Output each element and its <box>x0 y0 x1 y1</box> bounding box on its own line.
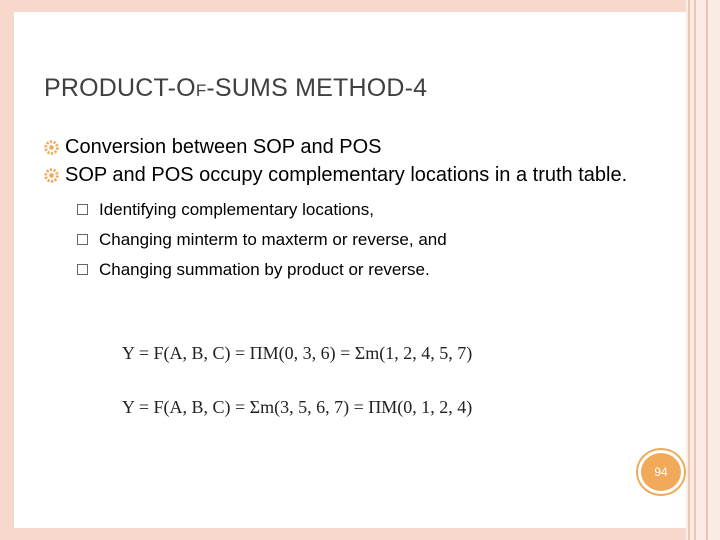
sub-bullet-item <box>44 255 644 285</box>
bullet-list <box>44 133 644 285</box>
border-bottom <box>0 528 720 540</box>
title-part-1: PRODUCT-O <box>44 74 196 102</box>
title-part-2: -SUMS METHOD-4 <box>206 74 428 102</box>
border-right <box>686 0 720 540</box>
bullet-text: SOP and POS occupy complementary locations in a truth table. <box>65 164 628 186</box>
border-top <box>0 0 720 12</box>
title-small-caps: F <box>195 81 207 100</box>
bullet-item <box>44 161 644 189</box>
sub-bullet-item <box>44 225 644 255</box>
equation-1: Y = F(A, B, C) = ΠM(0, 3, 6) = Σm(1, 2, 4, 5, 7) <box>122 343 473 363</box>
equation-2: Y = F(A, B, C) = Σm(3, 5, 6, 7) = ΠM(0, 1, 2, 4) <box>122 397 473 417</box>
sub-bullet-text: Identifying complementary locations, <box>99 200 374 219</box>
border-right-line <box>688 0 690 540</box>
gear-bullet-icon <box>44 168 59 183</box>
box-bullet-icon <box>77 204 88 215</box>
box-bullet-icon <box>77 264 88 275</box>
border-left <box>0 0 14 540</box>
page-number-badge: 94 <box>638 450 684 494</box>
sub-bullet-item <box>44 195 644 225</box>
border-right-line <box>706 0 708 540</box>
gear-bullet-icon <box>44 140 59 155</box>
bullet-text: Conversion between SOP and POS <box>65 136 382 158</box>
sub-bullet-text: Changing summation by product or reverse. <box>99 260 430 279</box>
box-bullet-icon <box>77 234 88 245</box>
bullet-item <box>44 133 644 161</box>
sub-bullet-text: Changing minterm to maxterm or reverse, and <box>99 230 447 249</box>
border-right-line <box>694 0 696 540</box>
slide-title <box>44 74 427 103</box>
